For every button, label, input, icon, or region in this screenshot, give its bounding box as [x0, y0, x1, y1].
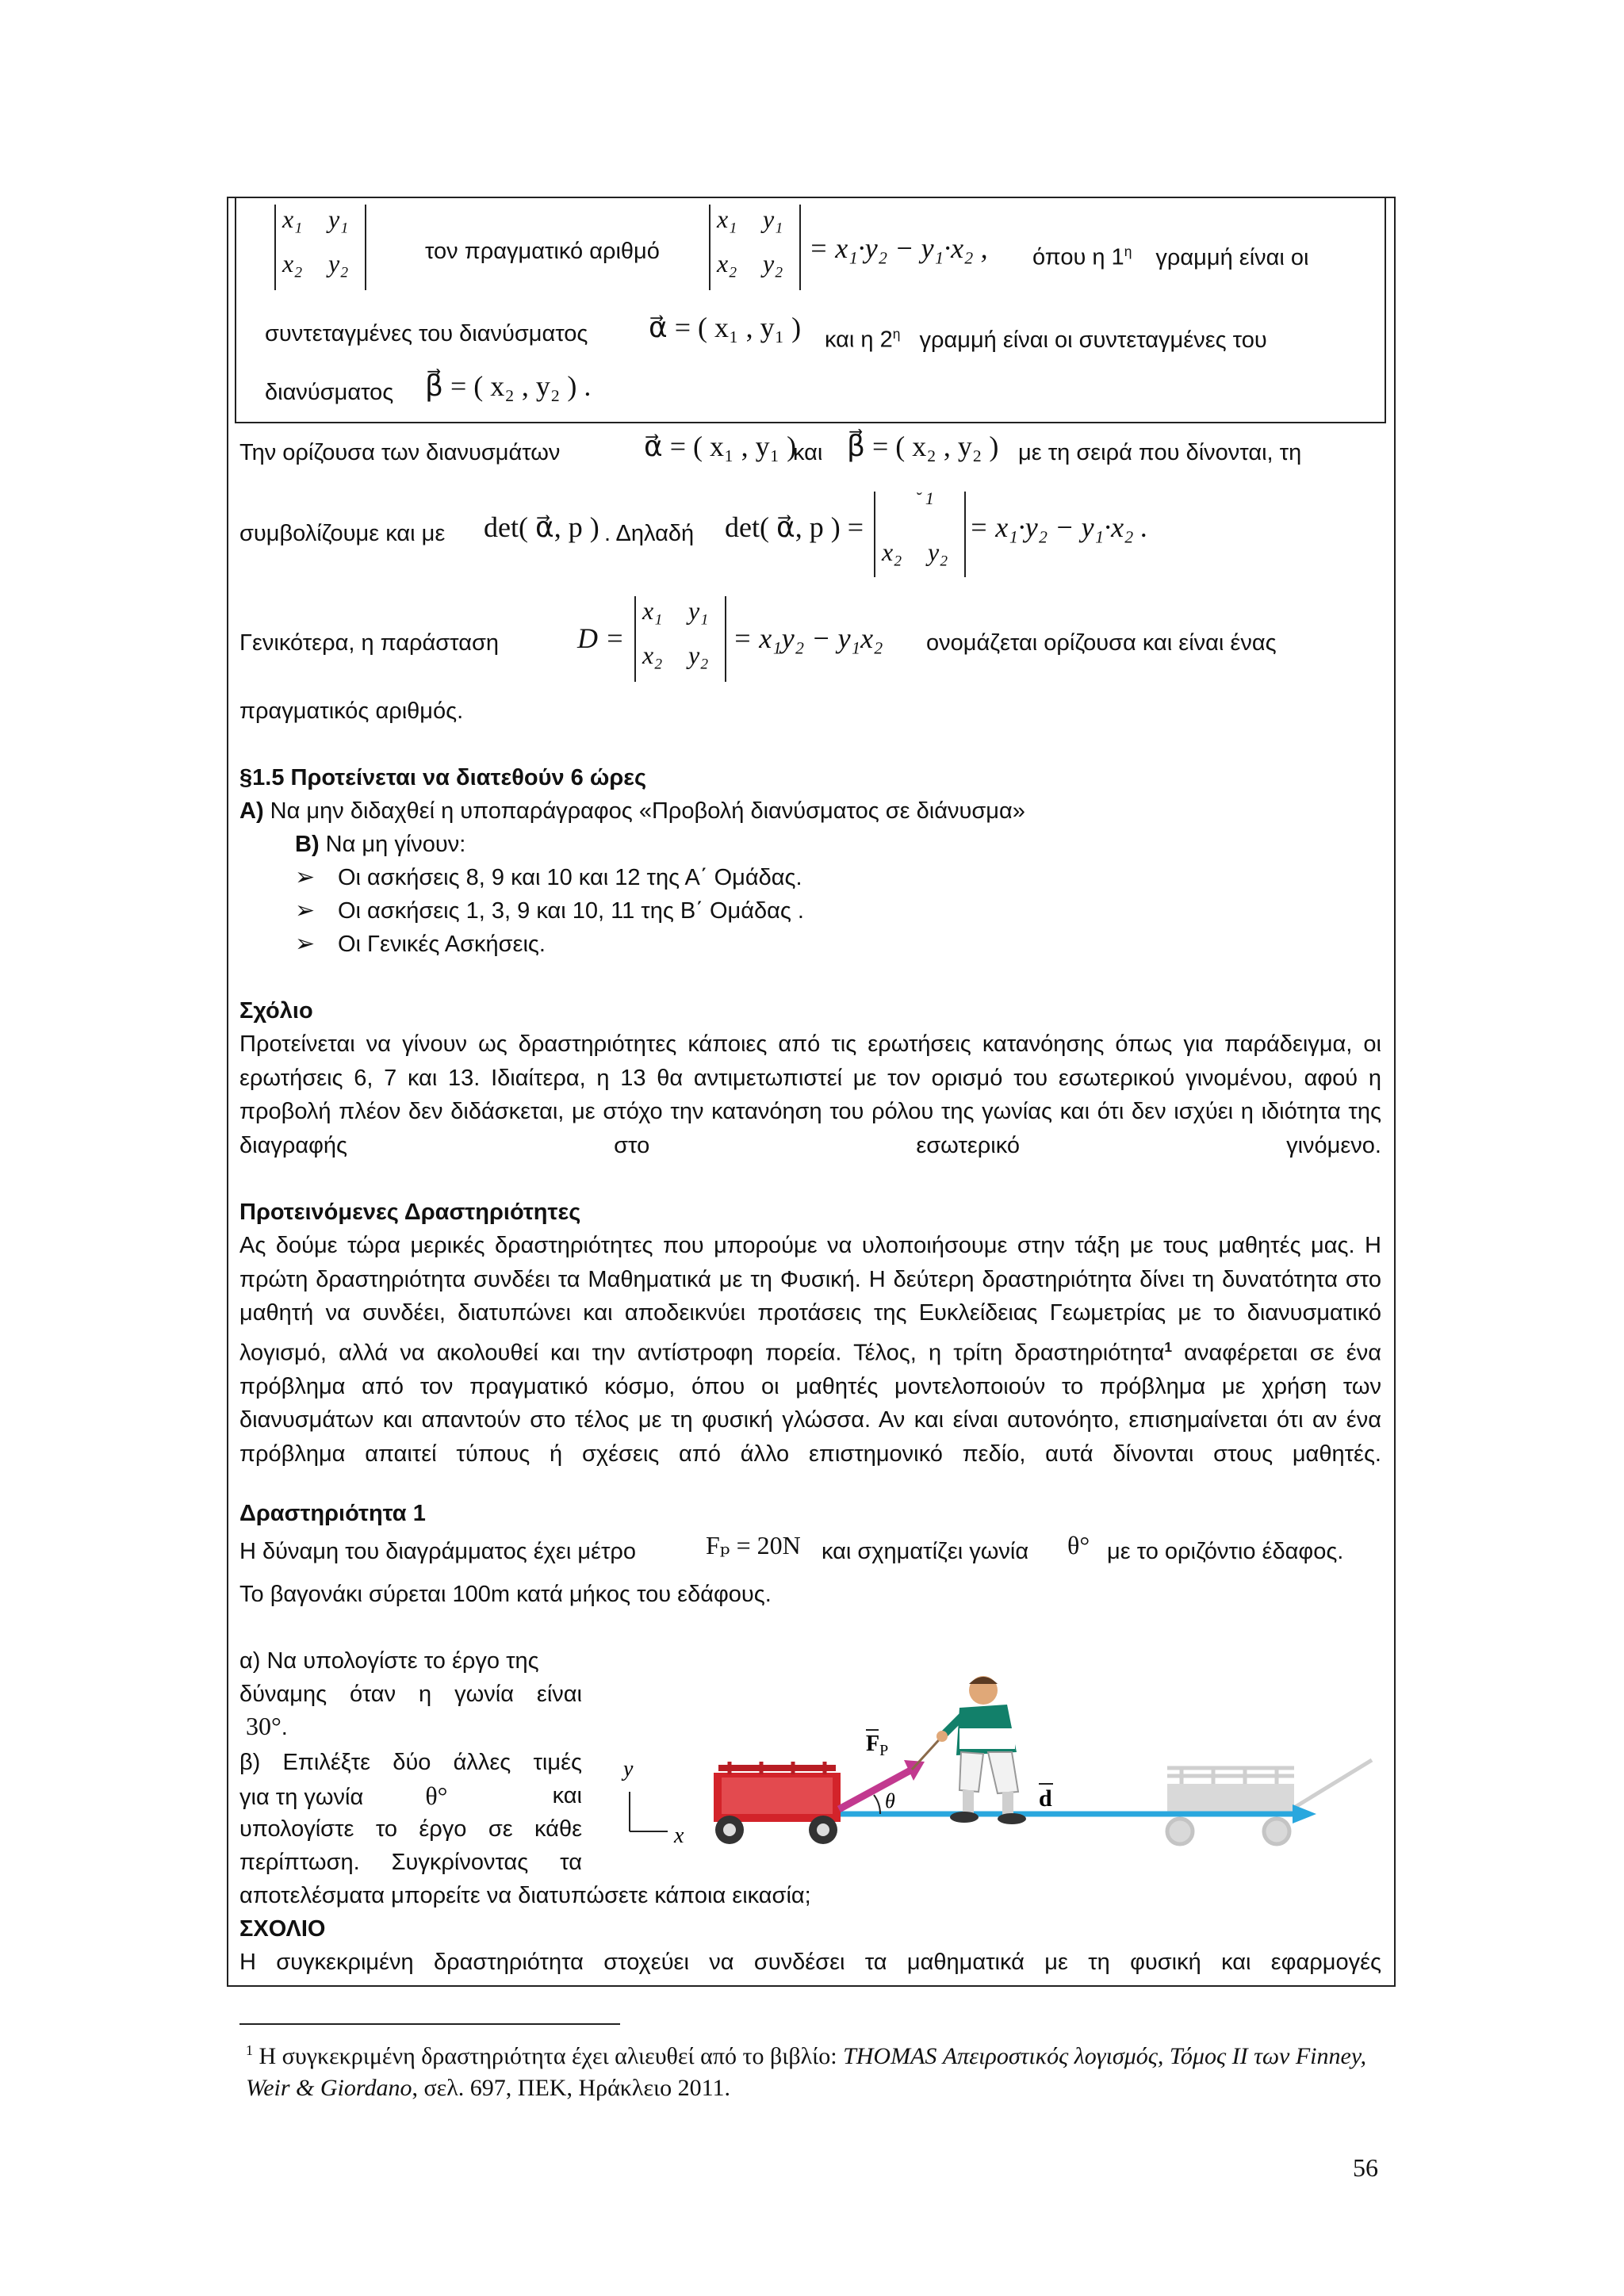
theta-angle: θ°: [1067, 1531, 1090, 1559]
scholio-text: Προτείνεται να γίνουν ως δραστηριότητες κάποιες από τις ερωτήσεις κατανόησης όπως για παράδειγμα, οι ερωτήσεις 6, 7 και 13. Ιδιαίτερα, η 13 θα αντιμετωπιστεί με τον ορισμό του εσωτερικού γινομένου, αφού η προβολή πλέον δεν διδάσκεται, με στόχο την κατανόηση του ρόλου της γωνίας και ότι δεν ισχύει η ιδιότητα της διαγραφής στο εσωτερικό γινόμενο.: [239, 1031, 1381, 1158]
activity1-scholio-text: Η συγκεκριμένη δραστηριότητα στοχεύει να συνδέσει τα μαθηματικά με τη φυσική και εφαρμογές: [239, 1950, 1381, 1975]
general-line2: πραγματικός αριθμός.: [239, 698, 464, 724]
arrow-bullet-icon: ➢: [295, 864, 316, 890]
list-item: ➢ Οι Γενικές Ασκήσεις.: [295, 928, 546, 961]
footnote-rule: [239, 2023, 620, 2025]
general-line1-b: ονομάζεται ορίζουσα και είναι ένας: [926, 630, 1277, 656]
theta-label: θ: [885, 1789, 895, 1812]
list-item: ➢ Οι ασκήσεις 8, 9 και 10 και 12 της Α΄ Ομάδας.: [295, 861, 802, 894]
question-b-3: υπολογίστε το έργο σε κάθε: [239, 1816, 582, 1842]
determinant-matrix: x₁ y₁ x₂ y₂: [634, 596, 726, 682]
question-a-2: δύναμης όταν η γωνία είναι: [239, 1682, 582, 1707]
orizousa-line2-d: . Δηλαδή: [604, 521, 695, 546]
footnote: $^1$ Η συγκεκριμένη δραστηριότητα έχει αλιευθεί από το βιβλίο: THOMAS Απειροστικός λογισμός, Τόμος ΙΙ των Finney, Weir & Giordano, σελ. 697, ΠΕΚ, Ηράκλειο 2011.: [246, 2042, 1366, 2101]
box-line2-end: και η $2^\eta$ γραμμή είναι οι συντεταγμένες του: [825, 326, 1267, 353]
general-eq: = x₁y₂ − y₁x₂: [733, 622, 883, 654]
axis-x-label: x: [674, 1823, 684, 1848]
D-symbol: D =: [577, 622, 625, 654]
determinant-matrix: x₁ y₁ x₂ y₂: [274, 205, 366, 290]
vector-alpha: α⃗ = ( x₁ , y₁ ): [649, 312, 802, 343]
section-title: §1.5 Προτείνεται να διατεθούν 6 ώρες: [239, 765, 647, 790]
arrow-bullet-icon: ➢: [295, 931, 316, 957]
section-a: Α) Να μην διδαχθεί η υποπαράγραφος «Προβολή διανύσματος σε διάνυσμα»: [239, 798, 1025, 824]
activities-title: Προτεινόμενες Δραστηριότητες: [239, 1200, 581, 1225]
boy-figure-icon: [936, 1676, 1026, 1824]
question-b-2: για τη γωνία θ° και: [239, 1781, 582, 1810]
force-magnitude: Fₚ = 20N: [706, 1531, 801, 1559]
vector-alpha-2: α⃗ = ( x₁ , y₁ ): [644, 430, 797, 462]
det-notation-2: det( α⃗, p ) =: [725, 511, 864, 543]
activity1-title: Δραστηριότητα 1: [239, 1501, 426, 1526]
question-b-1: β) Επιλέξτε δύο άλλες τιμές: [239, 1750, 582, 1775]
activity1-line1-c: με το οριζόντιο έδαφος.: [1107, 1539, 1344, 1564]
section-b: Β) Να μη γίνουν:: [295, 832, 466, 857]
displacement-arrowhead-icon: [1293, 1804, 1316, 1823]
question-a-3: 30°.: [246, 1712, 288, 1740]
general-line1-a: Γενικότερα, η παράσταση: [239, 630, 500, 656]
activity1-scholio-title: ΣΧΟΛΙΟ: [239, 1916, 326, 1942]
arrow-bullet-icon: ➢: [295, 897, 316, 924]
determinant-matrix: ˘ 1 x₂ y₂: [874, 492, 966, 577]
page-number: 56: [1353, 2153, 1378, 2182]
orizousa-line2-c: συμβολίζουμε και με: [239, 521, 446, 546]
axes-icon: [621, 1757, 684, 1848]
scholio-title: Σχόλιο: [239, 998, 313, 1024]
definition-box: [235, 197, 1386, 423]
question-b-5: αποτελέσματα μπορείτε να διατυπώσετε κάποια εικασία;: [239, 1883, 811, 1908]
axis-y-label: y: [623, 1757, 634, 1781]
question-b-4: περίπτωση. Συγκρίνοντας τα: [239, 1850, 582, 1875]
activity1-line1-a: Η δύναμη του διαγράμματος έχει μέτρο: [239, 1539, 637, 1564]
box-line1-tail: όπου η $1^\eta$ γραμμή είναι οι: [1032, 243, 1309, 270]
box-line3-start: διανύσματος: [265, 380, 394, 405]
force-arrow: [839, 1770, 912, 1809]
activity1-line1-b: και σχηματίζει γωνία: [822, 1539, 1029, 1564]
orizousa-kai: και: [793, 440, 823, 465]
orizousa-eq: = x₁·y₂ − y₁·x₂ .: [969, 511, 1148, 543]
determinant-matrix: x₁ y₁ x₂ y₂: [709, 205, 801, 290]
activity1-line2: Το βαγονάκι σύρεται 100m κατά μήκος του εδάφους.: [239, 1582, 772, 1607]
orizousa-line1-b: με τη σειρά που δίνονται, τη: [1018, 440, 1302, 465]
list-item: ➢ Οι ασκήσεις 1, 3, 9 και 10, 11 της Β΄ Ομάδας .: [295, 894, 804, 928]
red-wagon-icon: [714, 1762, 841, 1844]
vector-beta-2: β⃗ = ( x₂ , y₂ ): [847, 430, 999, 462]
box-line1-mid: τον πραγματικό αριθμό: [425, 239, 660, 264]
activities-text: Ας δούμε τώρα μερικές δραστηριότητες που μπορούμε να υλοποιήσουμε στην τάξη με τους μαθητές μας. Η πρώτη δραστηριότητα συνδέει τα Μαθηματικά με τη Φυσική. Η δεύτερη δραστηριότητα δίνει τη δυνατότητα στο μαθητή να συνδέει, διατυπώνει και αποδεικνύει προτάσεις της Ευκλείδειας Γεωμετρίας με το διανυσματικό λογισμό, αλλά να ακολουθεί και την αντίστροφη πορεία. Τέλος, η τρίτη δραστηριότητα$^1$ αναφέρεται σε ένα πρόβλημα από τον πραγματικό κόσμο, όπου οι μαθητές μοντελοποιούν το πρόβλημα με χρήση των διανυσμάτων και απαντούν στο τέλος με τη φυσική γλώσσα. Αν και είναι αυτονόητο, επισημαίνεται ότι αν ένα πρόβλημα απαιτεί τύπους ή σχέσεις από άλλο επιστημονικό πεδίο, αυτά δίνονται στους μαθητές.: [239, 1233, 1381, 1467]
orizousa-line1-a: Την ορίζουσα των διανυσμάτων: [239, 440, 561, 465]
ghost-wagon-icon: [1167, 1760, 1372, 1844]
box-line2-start: συντεταγμένες του διανύσματος: [265, 321, 588, 346]
box-line1-eq: = x₁·y₂ − y₁·x₂ ,: [809, 232, 988, 264]
question-a-1: α) Να υπολογίστε το έργο της: [239, 1648, 539, 1674]
displacement-label: d: [1039, 1785, 1052, 1812]
vector-beta: β⃗ = ( x₂ , y₂ ) .: [425, 370, 592, 402]
force-label: $F_P$: [866, 1732, 889, 1759]
wagon-diagram: [611, 1673, 1396, 1871]
det-notation: det( α⃗, p ): [484, 511, 599, 543]
